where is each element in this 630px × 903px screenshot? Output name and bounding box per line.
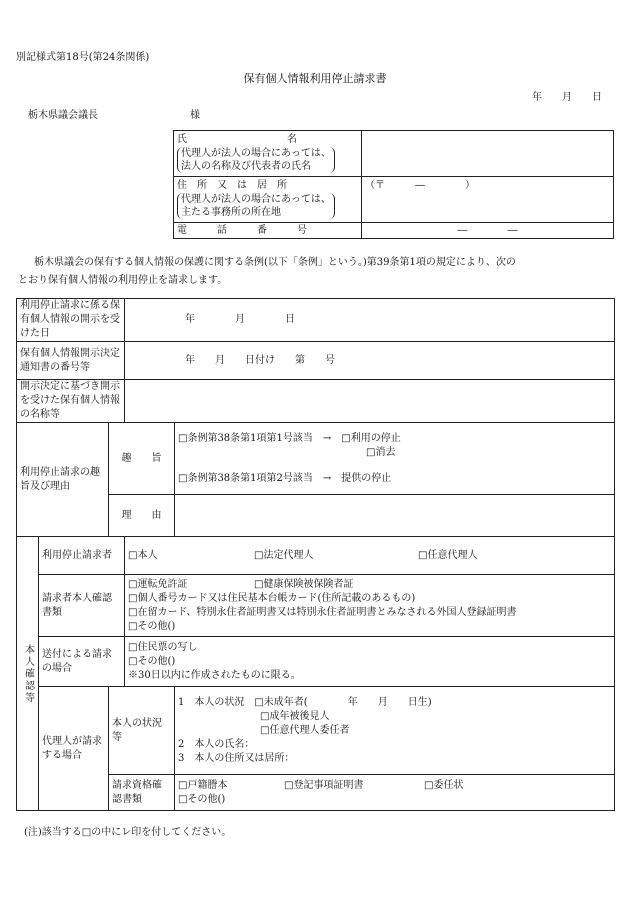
phone-field[interactable]: ― ― (362, 223, 614, 239)
qual-other-checkbox[interactable]: □その他( (178, 793, 222, 805)
type-self-checkbox[interactable]: □本人 (128, 549, 158, 561)
mail-other-checkbox[interactable]: □その他( (128, 655, 172, 667)
purpose-label: 趣 旨 (109, 423, 175, 495)
disclosure-date-label: 利用停止請求に係る保有個人情報の開示を受けた日 (17, 299, 125, 342)
notice-number-field[interactable]: 年 月 日付け 第 号 (125, 342, 615, 380)
intro-line-1: 栃木県議会の保有する個人情報の保護に関する条例(以下「条例」という。)第39条第1項の規定により、次の (34, 257, 516, 268)
mail-note: ※30日以内に作成されたものに限る。 (128, 669, 301, 681)
mail-options (125, 637, 615, 687)
purpose-options (175, 423, 615, 495)
address-field[interactable] (362, 177, 614, 223)
principal-status-label: 本人の状況等 (109, 687, 175, 775)
qual-registry-checkbox[interactable]: □登記事項証明書 (284, 779, 364, 791)
date-line: 年 月 日 (532, 92, 602, 103)
address-label: 住 所 又 は 居 所 (177, 180, 287, 191)
qual-koseki-checkbox[interactable]: □戸籍謄本 (178, 779, 228, 791)
address-note-2: 主たる事務所の所在地 (181, 207, 281, 218)
status-minor-checkbox[interactable]: 1 本人の状況 □未成年者( 年 月 日生) (178, 696, 432, 708)
doc-residence-checkbox[interactable]: □在留カード、特別永住者証明書又は特別永住者証明書とみなされる外国人登録証明書 (128, 606, 517, 618)
name-field[interactable] (362, 131, 614, 177)
doc-insurance-checkbox[interactable]: □健康保険被保険者証 (254, 578, 354, 590)
footer-note: (注)該当する□の中にレ印を付してください。 (24, 827, 232, 838)
agent-label: 代理人が請求する場合 (39, 687, 109, 811)
reason-label: 理 由 (109, 495, 175, 537)
qual-label: 請求資格確認書類 (109, 775, 175, 811)
type-legal-checkbox[interactable]: □法定代理人 (254, 549, 314, 561)
status-delegator-checkbox[interactable]: □任意代理人委任者 (260, 724, 350, 736)
intro-line-2: とおり保有個人情報の利用停止を請求します。 (18, 275, 228, 286)
purpose-option-1b[interactable]: □消去 (366, 446, 396, 458)
disclosure-date-field[interactable]: 年 月 日 (125, 299, 615, 342)
principal-status-options (175, 687, 615, 775)
qual-options (175, 775, 615, 811)
phone-label: 電 話 番 号 (174, 223, 362, 239)
doc-other-close: ) (171, 620, 176, 632)
requester-table (173, 130, 614, 239)
requester-type-label: 利用停止請求者 (39, 537, 125, 575)
doc-license-checkbox[interactable]: □運転免許証 (128, 578, 188, 590)
info-name-field[interactable] (125, 380, 615, 423)
purpose-option-2[interactable]: □条例第38条第1項第2号該当 → 提供の停止 (178, 472, 392, 484)
doc-mynumber-checkbox[interactable]: □個人番号カード又は住民基本台帳カード(住所記載のあるもの) (128, 592, 416, 604)
status-guardian-checkbox[interactable]: □成年被後見人 (260, 710, 330, 722)
name-label: 氏 名 (177, 134, 297, 145)
name-label-cell (174, 131, 362, 177)
name-note-2: 法人の名称及び代表者の氏名 (181, 161, 311, 172)
type-voluntary-checkbox[interactable]: □任意代理人 (418, 549, 478, 561)
name-note-1: 代理人が法人の場合にあっては、 (181, 148, 331, 159)
reason-field[interactable] (175, 495, 615, 537)
info-name-label: 開示決定に基づき開示を受けた保有個人情報の名称等 (17, 380, 125, 423)
form-number: 別記様式第18号(第24条関係) (16, 52, 150, 63)
main-table (16, 298, 615, 811)
mail-resident-checkbox[interactable]: □住民票の写し (128, 641, 198, 653)
purpose-reason-label: 利用停止請求の趣旨及び理由 (17, 423, 109, 537)
address-label-cell (174, 177, 362, 223)
qual-proxy-checkbox[interactable]: □委任状 (424, 779, 464, 791)
doc-other-checkbox[interactable]: □その他( (128, 620, 172, 632)
docs-label: 請求者本人確認書類 (39, 575, 125, 637)
addressee: 栃木県議会議長 (28, 110, 98, 121)
notice-number-label: 保有個人情報開示決定通知書の番号等 (17, 342, 125, 380)
mail-other-close: ) (171, 655, 176, 667)
postal-code: （〒 ― ） (365, 180, 475, 191)
principal-name-field[interactable]: 2 本人の氏名： (178, 738, 255, 750)
identity-section-label: 本人確認等 (17, 537, 39, 811)
address-note-1: 代理人が法人の場合にあっては、 (181, 194, 331, 205)
qual-other-close: ) (221, 793, 226, 805)
page-title: 保有個人情報利用停止請求書 (243, 72, 387, 85)
docs-options (125, 575, 615, 637)
principal-address-field[interactable]: 3 本人の住所又は居所： (178, 752, 295, 764)
purpose-option-1[interactable]: □条例第38条第1項第1号該当 → □利用の停止 (178, 432, 401, 444)
requester-type-options (125, 537, 615, 575)
mail-label: 送付による請求の場合 (39, 637, 125, 687)
honorific: 様 (190, 110, 200, 121)
